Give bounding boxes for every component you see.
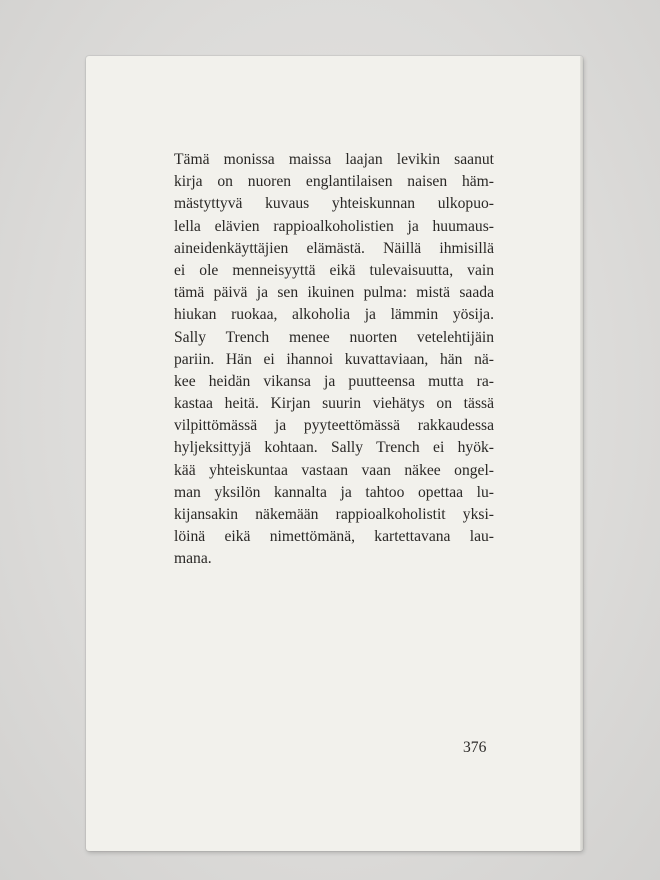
blurb-line: mana. [174, 550, 212, 568]
blurb-line: aineidenkäyttäjien elämästä. Näillä ihmisillä [174, 239, 494, 257]
blurb-line: löinä eikä nimettömänä, kartettavana lau- [174, 528, 494, 546]
blurb-line: vilpittömässä ja pyyteettömässä rakkaudessa [174, 417, 494, 435]
blurb-line: kää yhteiskuntaa vastaan vaan näkee ongel- [174, 461, 494, 479]
book-back-cover [86, 56, 583, 851]
blurb-line: kee heidän vikansa ja puutteensa mutta ra- [174, 372, 494, 390]
blurb-line: pariin. Hän ei ihannoi kuvattaviaan, hän nä- [174, 350, 494, 368]
blurb-line: Tämä monissa maissa laajan levikin saanut [174, 151, 494, 168]
blurb-line: kirja on nuoren englantilaisen naisen häm- [174, 173, 494, 191]
blurb-line: man yksilön kannalta ja tahtoo opettaa lu- [174, 483, 494, 501]
blurb-line: hiukan ruokaa, alkoholia ja lämmin yösija. [174, 306, 494, 324]
blurb-line: hyljeksittyjä kohtaan. Sally Trench ei hyök- [174, 439, 494, 457]
blurb-text [174, 149, 494, 571]
blurb-line: lella elävien rappioalkoholistien ja huumaus- [174, 217, 494, 235]
blurb-line: kijansakin näkemään rappioalkoholistit yksi- [174, 506, 494, 523]
blurb-line: tämä päivä ja sen ikuinen pulma: mistä saada [174, 284, 494, 302]
blurb-line: ei ole menneisyyttä eikä tulevaisuutta, vain [174, 261, 494, 279]
blurb-line: mästyttyvä kuvaus yhteiskunnan ulkopuo- [174, 195, 494, 213]
blurb-line: kastaa heitä. Kirjan suurin viehätys on tässä [174, 395, 494, 413]
blurb-line: Sally Trench menee nuorten vetelehtijäin [174, 328, 494, 346]
catalog-number: 376 [463, 739, 487, 756]
cover-edge [580, 56, 583, 851]
